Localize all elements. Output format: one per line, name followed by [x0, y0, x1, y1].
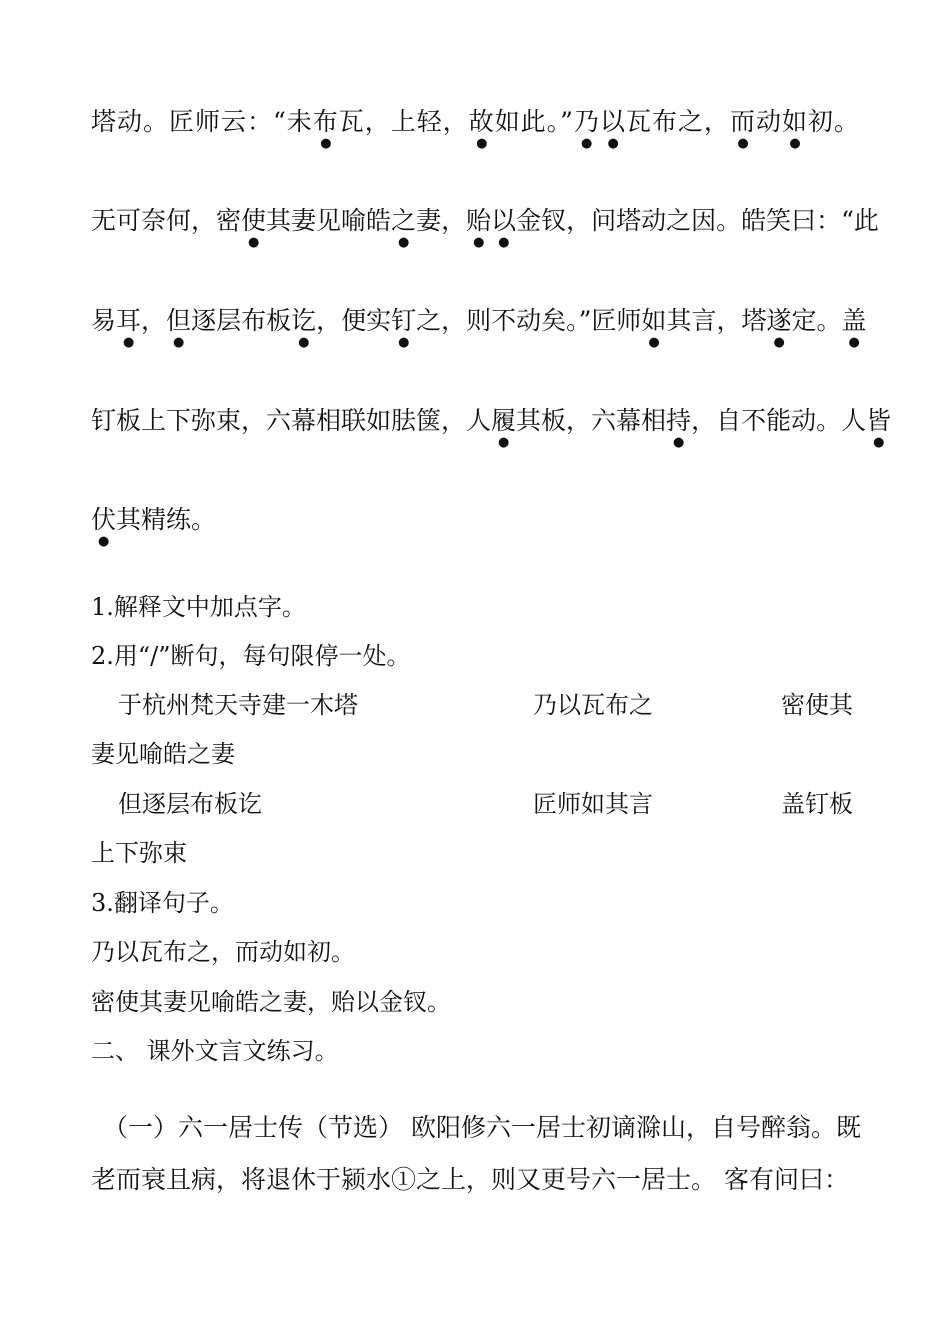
passage-line-3: 易耳，但逐层布板讫，便实钉之，则不动矣。”匠师如其言，塔遂定。盖 [91, 306, 867, 335]
dotted-character: 伏 [91, 505, 117, 534]
dotted-character: 如 [781, 107, 808, 136]
dotted-character: 盖 [841, 306, 867, 335]
dotted-character: 之 [391, 206, 417, 235]
punctuate-item-2: 乃以瓦布之 [533, 691, 653, 719]
punctuate-item-3: 密使其 [781, 691, 853, 719]
question-2: 2.用“/”断句，每句限停一处。 [91, 642, 411, 670]
section-heading: 二、 课外文言文练习。 [91, 1037, 339, 1065]
dotted-character: 但 [166, 306, 192, 335]
dotted-character: 贻 [466, 206, 492, 235]
question-3: 3.翻译句子。 [91, 889, 234, 917]
dotted-character: 乃 [572, 107, 600, 136]
dotted-character: 故 [468, 107, 495, 136]
dotted-character: 钉 [391, 306, 417, 335]
punctuate-item-5: 匠师如其言 [533, 790, 653, 818]
passage-line-1: 塔动。匠师云：“未布瓦，上轻，故如此。”乃以瓦布之，而动如初。 [91, 107, 859, 136]
extract-line-2: 老而衰且病，将退休于颍水①之上，则又更号六一居士。 客有问曰： [91, 1165, 849, 1194]
punctuate-item-6: 盖钉板 [781, 790, 853, 818]
dotted-character: 耳 [116, 306, 142, 335]
punctuate-item-4: 但逐层布板讫 [118, 790, 262, 818]
dotted-character: 而 [729, 107, 756, 136]
passage-line-2: 无可奈何，密使其妻见喻皓之妻，贻以金钗，问塔动之因。皓笑曰：“此 [91, 206, 879, 235]
passage-line-4: 钉板上下弥束，六幕相联如胠箧，人履其板，六幕相持，自不能动。人皆 [91, 406, 892, 435]
dotted-character: 以 [599, 107, 626, 136]
punctuate-item-6-cont: 上下弥束 [91, 839, 187, 867]
punctuate-item-3-cont: 妻见喻皓之妻 [91, 740, 235, 768]
dotted-character: 讫 [291, 306, 317, 335]
translate-sentence-1: 乃以瓦布之，而动如初。 [91, 938, 355, 966]
dotted-character: 以 [491, 206, 517, 235]
extract-line-1: （一）六一居士传（节选） 欧阳修六一居士初谪滁山，自号醉翁。既 [103, 1113, 861, 1142]
dotted-character: 如 [641, 306, 667, 335]
dotted-character: 使 [241, 206, 267, 235]
dotted-character: 遂 [766, 306, 792, 335]
dotted-character: 履 [491, 406, 517, 435]
dotted-character: 布 [312, 107, 339, 136]
passage-line-5: 伏其精练。 [91, 505, 217, 534]
dotted-character: 持 [666, 406, 692, 435]
punctuate-item-1: 于杭州梵天寺建一木塔 [118, 691, 358, 719]
question-1: 1.解释文中加点字。 [91, 593, 306, 621]
translate-sentence-2: 密使其妻见喻皓之妻，贻以金钗。 [91, 988, 451, 1016]
dotted-character: 皆 [866, 406, 892, 435]
